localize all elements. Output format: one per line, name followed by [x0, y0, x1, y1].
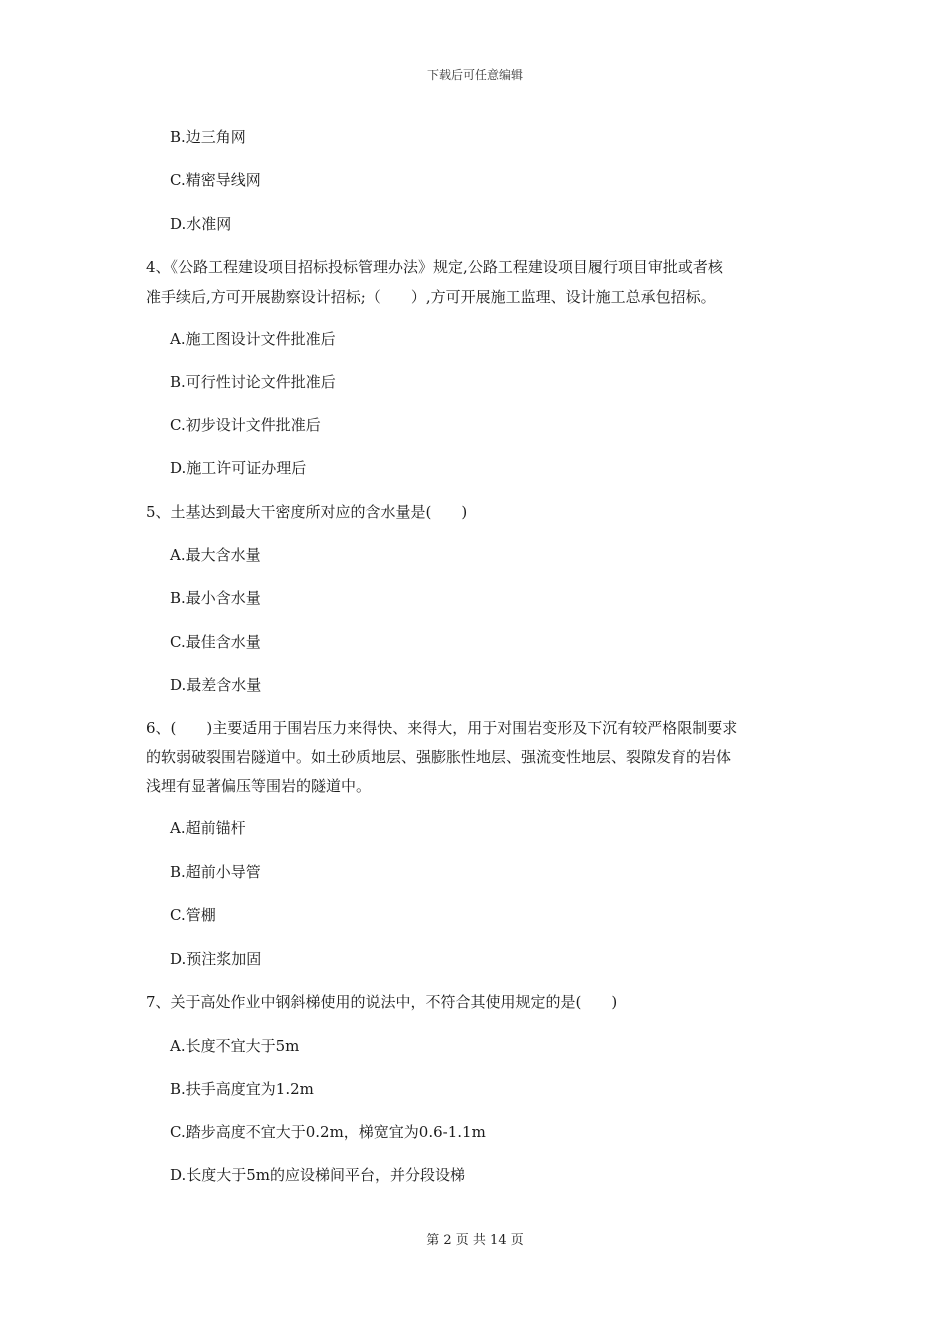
option-line: D.预注浆加固 [170, 950, 262, 968]
question-text: 5、土基达到最大干密度所对应的含水量是( ) [146, 503, 468, 521]
option-line: C.踏步高度不宜大于0.2m，梯宽宜为0.6-1.1m [170, 1123, 486, 1141]
option-line: D.施工许可证办理后 [170, 459, 307, 477]
option-line: C.初步设计文件批准后 [170, 416, 321, 434]
question-text: 4、《公路工程建设项目招标投标管理办法》规定,公路工程建设项目履行项目审批或者核 [146, 258, 723, 276]
option-line: A.最大含水量 [170, 546, 261, 564]
page-header: 下载后可任意编辑 [426, 68, 523, 82]
question-text: 6、( )主要适用于围岩压力来得快、来得大，用于对围岩变形及下沉有较严格限制要求 [146, 719, 738, 737]
question-text: 7、关于高处作业中钢斜梯使用的说法中，不符合其使用规定的是( ) [146, 993, 618, 1011]
question-text: 的软弱破裂围岩隧道中。如土砂质地层、强膨胀性地层、强流变性地层、裂隙发育的岩体 [146, 748, 732, 766]
page-footer: 第 2 页 共 14 页 [426, 1233, 524, 1248]
option-line: D.最差含水量 [170, 676, 262, 694]
option-line: C.最佳含水量 [170, 633, 261, 651]
option-line: B.可行性讨论文件批准后 [170, 373, 336, 391]
question-text: 准手续后,方可开展勘察设计招标;（ ）,方可开展施工监理、设计施工总承包招标。 [146, 288, 716, 306]
option-line: C.精密导线网 [170, 171, 261, 189]
option-line: B.边三角网 [170, 128, 246, 146]
option-line: A.长度不宜大于5m [170, 1037, 300, 1055]
question-text: 浅埋有显著偏压等围岩的隧道中。 [146, 777, 372, 795]
option-line: A.超前锚杆 [170, 819, 246, 837]
option-line: A.施工图设计文件批准后 [170, 330, 336, 348]
option-line: D.长度大于5m的应设梯间平台，并分段设梯 [170, 1166, 466, 1184]
option-line: B.超前小导管 [170, 863, 261, 881]
option-line: B.扶手高度宜为1.2m [170, 1080, 314, 1098]
option-line: B.最小含水量 [170, 589, 261, 607]
option-line: C.管棚 [170, 906, 216, 924]
option-line: D.水准网 [170, 215, 232, 233]
